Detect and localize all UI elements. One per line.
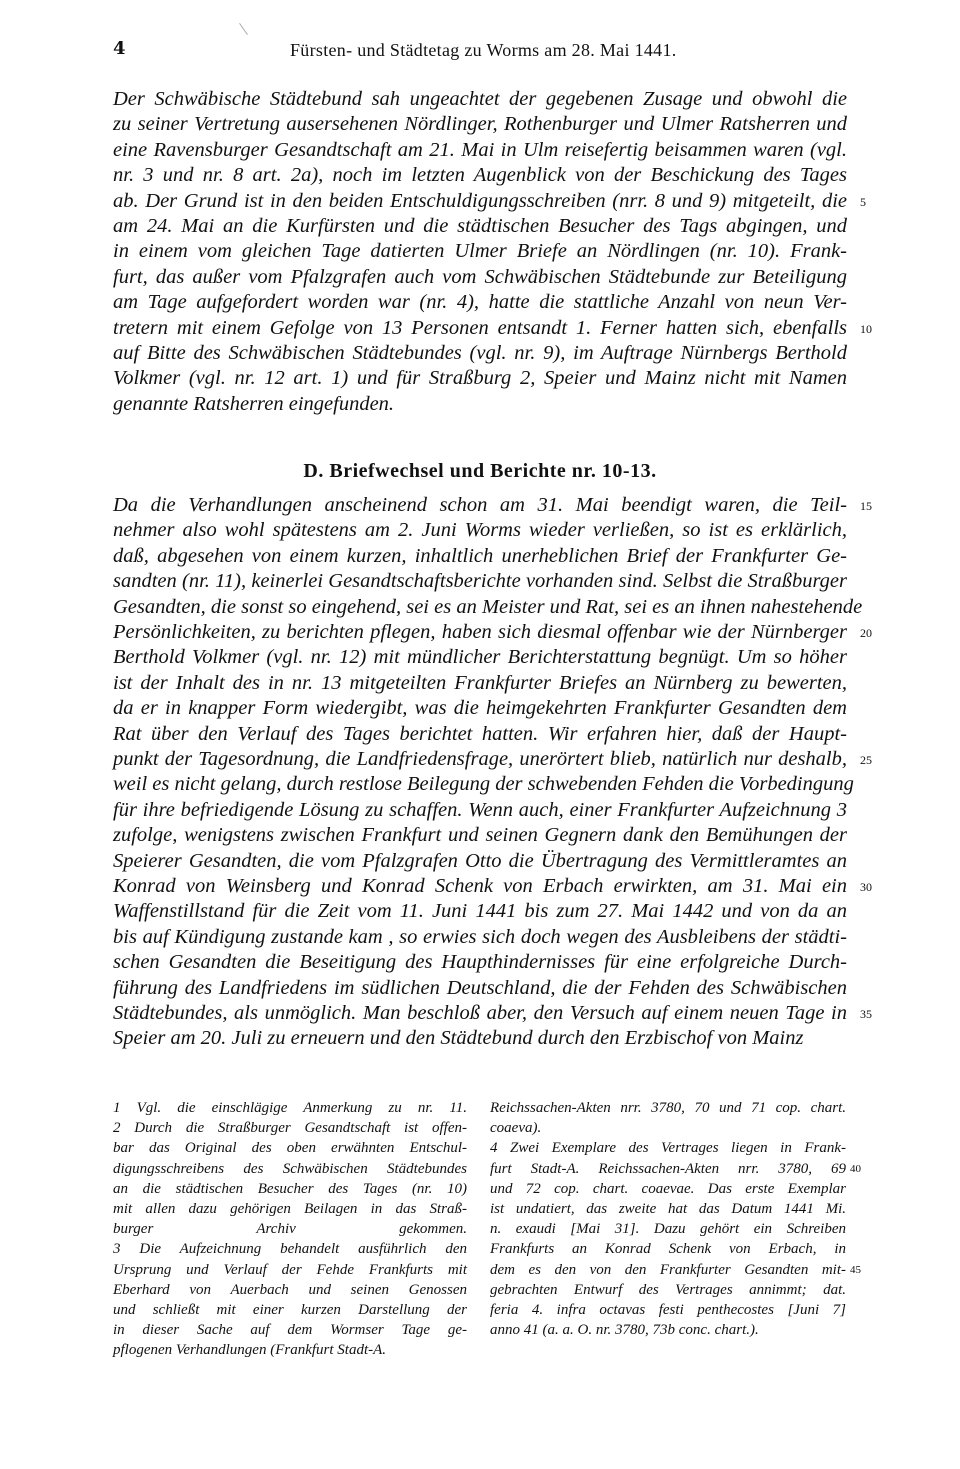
footnotes-right-line: dem es den von den Frankfurter Gesandten mit-: [490, 1261, 846, 1278]
footnotes-right-line: und 72 cop. chart. coaevae. Das erste Exemplar: [490, 1180, 846, 1197]
footnotes-right-line: gebrachten Entwurf des Vertrages annimmt; dat.: [490, 1281, 846, 1298]
page-number: 4: [113, 38, 126, 59]
paragraph1-line: eine Ravensburger Gesandtschaft am 21. Mai in Ulm reisefertig beisammen waren (vgl.: [113, 138, 847, 161]
margin-line-number: 20: [860, 626, 872, 640]
stray-mark: [239, 23, 248, 35]
paragraph2-line: Konrad von Weinsberg und Konrad Schenk von Erbach erwirkten, am 31. Mai ein: [113, 875, 847, 897]
margin-line-number: 25: [860, 753, 872, 767]
paragraph2-line: zufolge, wenigstens zwischen Frankfurt und seinen Gegnern dank den Bemühungen der: [113, 824, 847, 847]
paragraph1-line: ab. Der Grund ist in den beiden Entschuldigungsschreiben (nrr. 8 und 9) mitgeteilt, die: [113, 189, 847, 212]
paragraph2-line: für ihre befriedigende Lösung zu schaffen. Wenn auch, einer Frankfurter Aufzeichnung 3: [113, 798, 847, 821]
paragraph1-line: Der Schwäbische Städtebund sah ungeachtet der gegebenen Zusage und obwohl die: [113, 88, 847, 110]
paragraph2-line: Da die Verhandlungen anscheinend schon am 31. Mai beendigt waren, die Teil-: [113, 494, 847, 516]
paragraph1-line: am Tage aufgefordert worden war (nr. 4), hatte die stattliche Anzahl von neun Ver-: [113, 291, 847, 314]
paragraph2-line: Berthold Volkmer (vgl. nr. 12) mit mündlicher Berichterstattung begnügt. Um so höher: [113, 646, 847, 669]
footnotes-left-line: 3 Die Aufzeichnung behandelt ausführlich den: [113, 1241, 467, 1258]
footnotes-right-line: n. exaudi [Mai 31]. Dazu gehört ein Schreiben: [490, 1221, 846, 1238]
paragraph2-line: Waffenstillstand für die Zeit vom 11. Juni 1441 bis zum 27. Mai 1442 und von da an: [113, 900, 847, 923]
paragraph2-line: Speier am 20. Juli zu erneuern und den Städtebund durch den Erzbischof von Mainz: [113, 1027, 804, 1050]
paragraph2-line: bis auf Kündigung zustande kam , so erwies sich doch wegen des Ausbleibens der städti-: [113, 925, 847, 948]
footnotes-left-line: digungsschreibens des Schwäbischen Städtebundes: [113, 1160, 467, 1177]
paragraph1-line: furt, das außer vom Pfalzgrafen auch vom Schwäbischen Städtebunde zur Beteiligung: [113, 265, 847, 288]
paragraph2-line: Gesandten, die sonst so eingehend, sei es an Meister und Rat, sei es an ihnen nahestehende: [113, 595, 863, 618]
footnotes-left-line: 1 Vgl. die einschlägige Anmerkung zu nr. 11.: [113, 1100, 467, 1116]
footnotes-left-line: in dieser Sache auf dem Wormser Tage ge-: [113, 1322, 467, 1339]
running-title: Fürsten- und Städtetag zu Worms am 28. Mai 1441.: [290, 40, 677, 60]
footnotes-left-line: an die städtischen Besucher des Tages (nr. 10): [113, 1180, 467, 1197]
footnote-margin-number: 45: [850, 1263, 861, 1276]
footnotes-left-line: burger Archiv gekommen.: [113, 1221, 467, 1238]
paragraph2-line: da er in knapper Form wiedergibt, was die heimgekehrten Frankfurter Gesandten dem: [113, 697, 847, 720]
footnotes-left-line: bar das Original des oben erwähnten Entschul-: [113, 1140, 467, 1157]
footnotes-right-line: coaeva).: [490, 1120, 542, 1137]
paragraph2-line: führung des Landfriedens im südlichen Deutschland, die der Fehden des Schwäbischen: [113, 976, 847, 999]
paragraph1-line: Volkmer (vgl. nr. 12 art. 1) und für Straßburg 2, Speier und Mainz nicht mit Namen: [113, 367, 847, 390]
footnotes-right-line: furt Stadt-A. Reichssachen-Akten nrr. 3780, 69: [490, 1160, 846, 1177]
paragraph1-line: zu seiner Vertretung ausersehenen Nördlinger, Rothenburger und Ulmer Ratsherren und: [113, 113, 847, 136]
paragraph1-line: tretern mit einem Gefolge von 13 Personen entsandt 1. Ferner hatten sich, ebenfalls: [113, 316, 847, 339]
margin-line-number: 10: [860, 321, 872, 336]
section-heading: D. Briefwechsel und Berichte nr. 10-13.: [303, 460, 657, 482]
footnotes-left-line: pflogenen Verhandlungen (Frankfurt Stadt-A.: [113, 1342, 387, 1359]
margin-line-number: 35: [860, 1007, 872, 1021]
footnotes-right-line: anno 41 (a. a. O. nr. 3780, 73b conc. chart.).: [490, 1322, 759, 1339]
paragraph2-line: Städtebundes, als unmöglich. Man beschloß aber, den Versuch auf einem neuen Tage in: [113, 1002, 847, 1024]
paragraph2-line: Speierer Gesandten, die vom Pfalzgrafen Otto die Übertragung des Vermittleramtes an: [113, 849, 847, 872]
footnotes-right-line: feria 4. infra octavas festi penthecostes [Juni 7]: [490, 1302, 846, 1318]
paragraph1-line: am 24. Mai an die Kurfürsten und die städtischen Besucher des Tags abgingen, und: [113, 215, 847, 237]
paragraph2-line: weil es nicht gelang, durch restlose Beilegung der schwebenden Fehden die Vorbedingung: [113, 773, 854, 796]
footnotes-right-line: Frankfurts an Konrad Schenk von Erbach, in: [490, 1241, 846, 1258]
paragraph2-line: punkt der Tagesordnung, die Landfriedensfrage, unerörtert blieb, natürlich nur deshalb,: [113, 748, 847, 770]
paragraph2-line: Rat über den Verlauf des Tages berichtet hatten. Wir erfahren hier, daß der Haupt-: [113, 722, 847, 745]
footnotes-right-line: ist undatiert, das zweite hat das Datum 1441 Mi.: [490, 1201, 846, 1217]
footnotes-left-line: 2 Durch die Straßburger Gesandtschaft ist offen-: [113, 1120, 467, 1137]
paragraph1-line: nr. 3 und nr. 8 art. 2a), noch im letzten Augenblick von der Beschickung des Tages: [113, 164, 847, 187]
paragraph1-line: in einem vom gleichen Tage datierten Ulmer Briefe an Nördlingen (nr. 10). Frank-: [113, 240, 847, 263]
paragraph2-line: daß, abgesehen von einem kurzen, inhaltlich unerheblichen Brief der Frankfurter Ge-: [113, 544, 847, 567]
footnotes-right-line: Reichssachen-Akten nrr. 3780, 70 und 71 cop. chart.: [490, 1100, 846, 1116]
footnotes-left-line: mit allen dazu gehörigen Beilagen in das Straß-: [113, 1201, 467, 1217]
margin-line-number: 5: [860, 194, 866, 209]
footnotes-left-line: Ursprung und Verlauf der Fehde Frankfurts mit: [113, 1261, 467, 1278]
margin-line-number: 30: [860, 880, 872, 894]
margin-line-number: 15: [860, 499, 872, 513]
paragraph1-line: genannte Ratsherren eingefunden.: [113, 392, 395, 415]
paragraph2-line: sandten (nr. 11), keinerlei Gesandtschaftsberichte vorhanden sind. Selbst die Straßburger: [113, 570, 847, 593]
paragraph2-line: ist der Inhalt des in nr. 13 mitgeteilten Frankfurter Briefes an Nürnberg zu bewerten,: [113, 671, 847, 694]
footnote-margin-number: 40: [850, 1162, 861, 1175]
paragraph2-line: nehmer also wohl spätestens am 2. Juni Worms wieder verließen, so ist es erklärlich,: [113, 519, 847, 542]
footnotes-left-line: Eberhard von Auerbach und seinen Genossen: [113, 1281, 467, 1298]
paragraph2-line: schen Gesandten die Beseitigung des Haupthindernisses für eine erfolgreiche Durch-: [113, 951, 847, 974]
footnotes-right-line: 4 Zwei Exemplare des Vertrages liegen in Frank-: [490, 1140, 846, 1157]
paragraph1-line: auf Bitte des Schwäbischen Städtebundes (vgl. nr. 9), im Auftrage Nürnbergs Berthold: [113, 342, 847, 364]
footnotes-left-line: und schließt mit einer kurzen Darstellung der: [113, 1302, 467, 1318]
paragraph2-line: Persönlichkeiten, zu berichten pflegen, haben sich diesmal offenbar wie der Nürnberger: [113, 621, 847, 643]
